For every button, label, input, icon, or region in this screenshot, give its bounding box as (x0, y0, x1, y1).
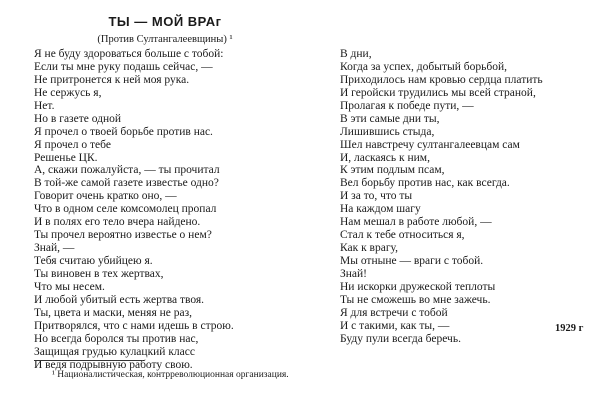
poem-line: Ты, цвета и маски, меняя не раз, (34, 306, 193, 319)
poem-line: Как к врагу, (340, 242, 399, 255)
poem-line: Ты прочел вероятно известье о нем? (34, 229, 212, 242)
poem-line: Шел навстречу султангалеевцам сам (340, 138, 520, 151)
poem-line: Приходилось нам кровью сердца платить (340, 73, 543, 86)
poem-line: В эти самые дни ты, (340, 112, 440, 125)
poem-line: Решенье ЦК. (34, 151, 98, 164)
poem-line: Я прочел о твоей борьбе против нас. (34, 125, 213, 138)
poem-line: И в полях его тело вчера найдено. (34, 216, 201, 229)
poem-line: И любой убитый есть жертва твоя. (34, 293, 205, 306)
poem-line: Притворялся, что с нами идешь в строю. (34, 319, 234, 332)
poem-line: К этим подлым псам, (340, 164, 445, 177)
poem-line: Вел борьбу против нас, как всегда. (340, 177, 510, 190)
poem-line: Когда за успех, добытый борьбой, (340, 60, 507, 73)
poem-line: Нам мешал в работе любой, — (340, 216, 492, 229)
poem-line: И геройски трудились мы всей страной, (340, 86, 536, 99)
poem-line: Что мы несем. (34, 280, 105, 293)
poem-line: Но в газете одной (34, 112, 122, 125)
poem-line: Буду пули всегда беречь. (340, 332, 461, 345)
poem-line: Не притронется к ней моя рука. (34, 73, 190, 86)
poem-line: Защищая грудью кулацкий класс (34, 345, 195, 358)
poem-line: Ты не сможешь во мне зажечь. (340, 293, 491, 306)
poem-line: И, ласкаясь к ним, (340, 151, 430, 164)
poem-line: В дни, (340, 48, 372, 60)
poem-line: Пролагая к победе пути, — (340, 99, 474, 112)
footnote-divider (34, 360, 142, 361)
poem-subtitle: (Против Султангалеевщины) ¹ (97, 34, 233, 45)
poem-line: Не сержусь я, (34, 86, 102, 99)
poem-line: Если ты мне руку подашь сейчас, — (34, 60, 213, 73)
poem-line: Что в одном селе комсомолец пропал (34, 203, 217, 216)
poem-line: Знай! (340, 267, 368, 280)
poem-line: Я не буду здороваться больше с тобой: (34, 48, 224, 60)
footnote: ¹ Националистическая, контрреволюционная организация. (52, 370, 289, 380)
poem-column-right (340, 48, 543, 346)
poem-line: Тебя считаю убийцею я. (34, 255, 153, 267)
poem-line: В той-же самой газете известье одно? (34, 177, 219, 190)
poem-line: Лишившись стыда, (340, 125, 435, 138)
poem-line: А, скажи пожалуйста, — ты прочитал (34, 164, 220, 177)
poem-line: Говорит очень кратко оно, — (34, 190, 177, 203)
poem-line: Стал к тебе относиться я, (340, 229, 465, 242)
poem-title: ТЫ — МОЙ ВРАг (108, 14, 222, 29)
poem-line: И с такими, как ты, — (340, 319, 450, 332)
poem-line: Ты виновен в тех жертвах, (34, 267, 164, 280)
poem-line: Ни искорки дружеской теплоты (340, 280, 496, 293)
poem-line: Мы отныне — враги с тобой. (340, 255, 484, 267)
poem-line: Я прочел о тебе (34, 138, 111, 151)
poem-line: И за то, что ты (340, 190, 413, 203)
poem-line: И ведя подрывную работу свою. (34, 358, 193, 371)
poem-line: Но всегда боролся ты против нас, (34, 332, 199, 345)
poem-line: Знай, — (34, 242, 75, 255)
poem-column-left (34, 48, 234, 371)
poem-line: Нет. (34, 99, 55, 112)
poem-date: 1929 г (555, 323, 584, 334)
poem-line: Я для встречи с тобой (340, 306, 448, 319)
poem-line: На каждом шагу (340, 203, 421, 216)
